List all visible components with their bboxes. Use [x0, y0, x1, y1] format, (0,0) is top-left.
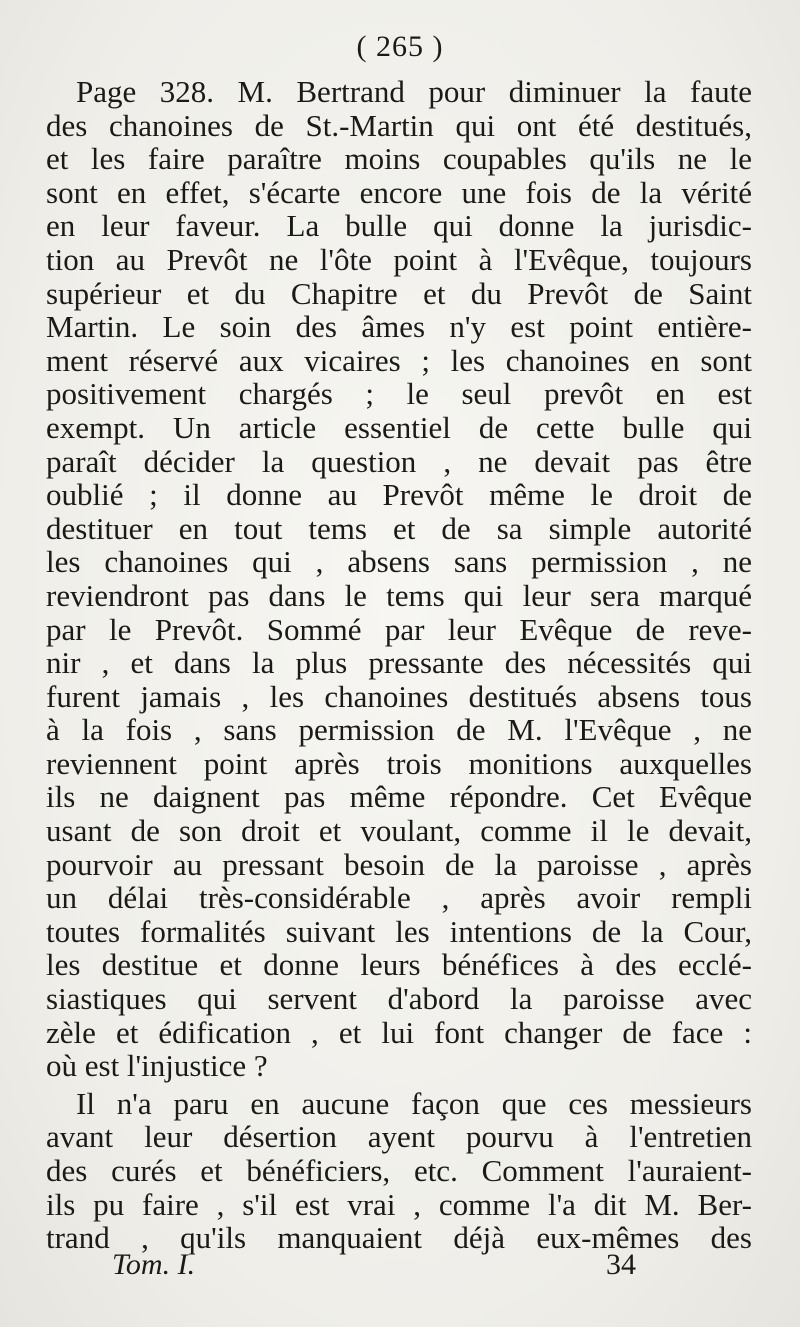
text-line: reviendront pas dans le tems qui leur sera marqué: [46, 577, 752, 613]
text-line: tion au Prevôt ne l'ôte point à l'Evêque, toujours: [46, 241, 752, 277]
text-line: Page 328. M. Bertrand pour diminuer la faute: [76, 74, 752, 109]
folio-number: 34: [606, 1248, 636, 1281]
page-number: ( 265 ): [356, 30, 444, 63]
text-line: toutes formalités suivant les intentions de la Cour,: [46, 913, 752, 949]
text-line: en leur faveur. La bulle qui donne la jurisdic-: [46, 208, 752, 244]
text-line: siastiques qui servent d'abord la paroisse avec: [46, 981, 752, 1017]
text-line: un délai très-considérable , après avoir rempli: [46, 880, 752, 916]
text-line: exempt. Un article essentiel de cette bulle qui: [46, 409, 752, 445]
text-line: zèle et édification , et lui font changer de face :: [46, 1014, 752, 1050]
text-line: ils ne daignent pas même répondre. Cet Evêque: [46, 779, 752, 815]
text-line: reviennent point après trois monitions auxquelles: [46, 745, 752, 781]
text-line: pourvoir au pressant besoin de la paroisse , après: [46, 846, 752, 882]
text-line: nir , et dans la plus pressante des nécessités qui: [46, 645, 752, 681]
text-line: et les faire paraître moins coupables qu'ils ne le: [46, 141, 752, 177]
text-line: furent jamais , les chanoines destitués absens tous: [46, 678, 752, 714]
text-line: oublié ; il donne au Prevôt même le droit de: [46, 477, 752, 513]
text-line: les destitue et donne leurs bénéfices à des ecclé-: [46, 947, 752, 983]
text-line: sont en effet, s'écarte encore une fois de la vérité: [46, 174, 752, 210]
text-line: où est l'injustice ?: [46, 1048, 268, 1084]
text-line: positivement chargés ; le seul prevôt en est: [46, 376, 752, 412]
text-line: Il n'a paru en aucune façon que ces messieurs: [76, 1085, 752, 1121]
text-line: avant leur désertion ayent pourvu à l'entretien: [46, 1119, 752, 1155]
text-line: destituer en tout tems et de sa simple autorité: [46, 510, 752, 546]
text-line: des chanoines de St.-Martin qui ont été destitués,: [46, 107, 752, 143]
paragraph-2: [46, 1087, 752, 1255]
text-line: Martin. Le soin des âmes n'y est point entière-: [46, 309, 752, 345]
text-line: des curés et bénéficiers, etc. Comment l'auraient-: [46, 1153, 752, 1188]
text-line: les chanoines qui , absens sans permission , ne: [46, 544, 752, 580]
text-line: usant de son droit et voulant, comme il le devait,: [46, 813, 752, 849]
signature-mark: Tom. I.: [112, 1248, 196, 1281]
text-line: ment réservé aux vicaires ; les chanoines en sont: [46, 342, 752, 378]
body-text: [46, 75, 752, 1255]
text-line: paraît décider la question , ne devait pas être: [46, 443, 752, 479]
text-line: supérieur et du Chapitre et du Prevôt de Saint: [46, 275, 752, 311]
paragraph-1: [46, 75, 752, 1083]
text-line: par le Prevôt. Sommé par leur Evêque de reve-: [46, 611, 752, 647]
text-line: trand , qu'ils manquaient déjà eux-mêmes des: [46, 1220, 752, 1256]
text-line: ils pu faire , s'il est vrai , comme l'a dit M. Ber-: [46, 1186, 752, 1222]
text-line: à la fois , sans permission de M. l'Evêque , ne: [46, 712, 752, 748]
page-footer: [0, 1248, 800, 1288]
